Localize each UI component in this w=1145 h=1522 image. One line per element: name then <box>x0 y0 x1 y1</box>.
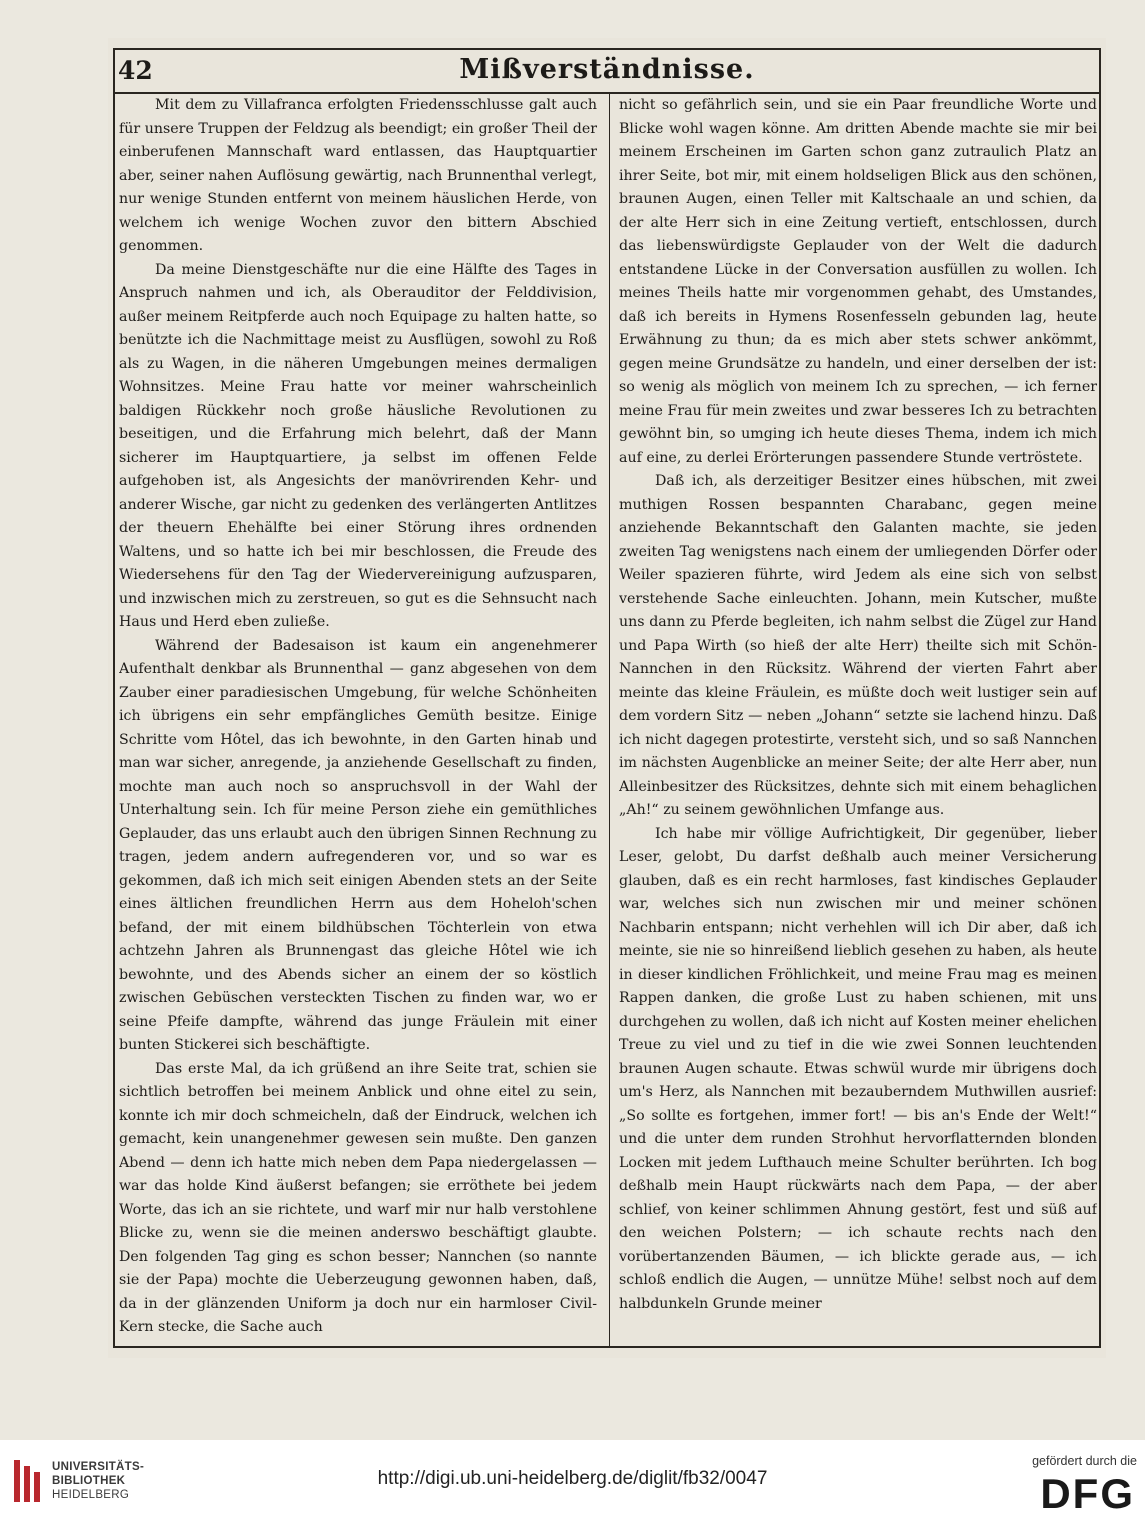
paragraph: Mit dem zu Villafranca erfolgten Friedensschlusse galt auch für unsere Truppen der Feldzug als beendigt; ein großer Theil der einberufenen Mannschaft ward entlassen, das Hauptquartier aber, seiner nahen Auflösung gewärtig, nach Brunnenthal verlegt, nur wenige Stunden entfernt von meinem häuslichen Herde, von welchem ich wenige Wochen zuvor den bittern Abschied genommen. <box>119 97 597 254</box>
permalink-url[interactable]: http://digi.ub.uni-heidelberg.de/diglit/fb32/0047 <box>377 1468 768 1489</box>
paragraph: Das erste Mal, da ich grüßend an ihre Seite trat, schien sie sichtlich betroffen bei meinem Anblick und ohne eitel zu sein, konnte ich mir doch schmeicheln, daß der Eindruck, welchen ich gemacht, kein unangenehmer gewesen sein mußte. Den ganzen Abend — denn ich hatte mich neben dem Papa niedergelassen — war das holde Kind äußerst befangen; sie erröthete bei jedem Worte, das ich an sie richtete, und warf mir nur halb verstohlene Blicke zu, wenn sie die meinen anderswo beschäftigt glaubte. Den folgenden Tag ging es schon besser; Nannchen (so nannte sie der Papa) mochte die Ueberzeugung gewonnen haben, daß, da in der glänzenden Uniform ja doch nur ein harmloser Civil-Kern stecke, die Sache auch <box>119 1060 597 1335</box>
paragraph: Ich habe mir völlige Aufrichtigkeit, Dir gegenüber, lieber Leser, gelobt, Du darfst deßhalb auch meiner Versicherung glauben, daß es ein recht harmloses, fast kindisches Geplauder war, welches sich nun zwischen mir und meiner schönen Nachbarin entspann; nicht verhehlen will ich Dir aber, daß ich meinte, sie nie so hinreißend lieblich gesehen zu haben, als heute in dieser kindlichen Fröhlichkeit, und meine Frau mag es meinen Rappen danken, die große Lust zu haben schienen, mit uns durchgehen zu wollen, daß ich nicht auf Kosten meiner ehelichen Treue zu viel und zu tief in die wie zwei Sonnen leuchtenden braunen Augen schaute. Etwas schwül wurde mir übrigens doch um's Herz, als Nannchen mit bezauberndem Muthwillen ausrief: „So sollte es fortgehen, immer fort! — bis an's Ende der Welt!“ und die unter dem runden Strohhut hervorflatternden blonden Locken mit jedem Lufthauch meine Schulter berührten. Ich bog deßhalb mein Haupt rückwärts nach dem Papa, — der aber schlief, von keiner schlimmen Ahnung gestört, fest und süß auf den weichen Polstern; — ich schaute rechts nach den vorübertanzenden Bäumen, — ich blickte gerade aus, — ich schloß endlich die Augen, — unnütze Mühe! selbst noch auf dem halbdunkeln Grunde meiner <box>619 825 1097 1312</box>
library-name-line: BIBLIOTHEK <box>52 1475 126 1487</box>
right-border-rule <box>1099 48 1101 1348</box>
digitization-footer <box>0 1440 1145 1522</box>
left-text-column <box>119 94 597 1344</box>
column-divider-rule <box>609 93 610 1346</box>
right-text-column <box>619 94 1097 1344</box>
paragraph: Daß ich, als derzeitiger Besitzer eines hübschen, mit zwei muthigen Rossen bespannten Charabanc, gegen meine anziehende Bekanntschaft den Galanten machte, sie jeden zweiten Tag wenigstens nach einem der umliegenden Dörfer oder Weiler spazieren führte, wird Jedem als eine sich von selbst verstehende Sache einleuchten. Johann, mein Kutscher, mußte uns dann zu Pferde begleiten, ich nahm selbst die Zügel zur Hand und Papa Wirth (so hieß der alte Herr) theilte sich mit Schön-Nannchen in den Rücksitz. Während der vierten Fahrt aber meinte das kleine Fräulein, es müßte doch weit lustiger sein auf dem vordern Sitz — neben „Johann“ setzte sie lachend hinzu. Daß ich nicht dagegen protestirte, versteht sich, und so saß Nannchen im nächsten Augenblicke an meiner Seite; der alte Herr aber, nun Alleinbesitzer des Rücksitzes, dehnte sich mit einem behaglichen „Ah!“ zu seinem gewöhnlichen Umfange aus. <box>619 473 1097 818</box>
page-number: 42 <box>118 56 153 85</box>
library-name-line: UNIVERSITÄTS- <box>52 1461 145 1473</box>
top-border-rule <box>113 48 1101 50</box>
paragraph: Da meine Dienstgeschäfte nur die eine Hälfte des Tages in Anspruch nahmen und ich, als Oberauditor der Felddivision, außer meinem Reitpferde auch noch Equipage zu halten hatte, so benützte ich die Nachmittage meist zu Ausflügen, sowohl zu Roß als zu Wagen, in die näheren Umgebungen meines dermaligen Wohnsitzes. Meine Frau hatte vor meiner wahrscheinlich baldigen Rückkehr noch große häusliche Revolutionen zu beseitigen, und die Erfahrung mich belehrt, daß der Mann sicherer im Hauptquartiere, ja selbst im offenen Felde aufgehoben ist, als Angesichts der manövrirenden Kehr- und anderer Wische, gar nicht zu gedenken des verlängerten Antlitzes der theuern Ehehälfte bei einer Störung ihres ordnenden Waltens, und so hatte ich bei mir beschlossen, die Freude des Wiedersehens für den Tag der Wiedervereinigung aufzusparen, und inzwischen mich zu zerstreuen, so gut es die Sehnsucht nach Haus und Herd eben zuließe. <box>119 261 597 630</box>
funded-by-text: gefördert durch die <box>1032 1454 1137 1468</box>
left-border-rule <box>113 48 115 1348</box>
paragraph: Während der Badesaison ist kaum ein angenehmerer Aufenthalt denkbar als Brunnenthal — ganz abgesehen von dem Zauber einer paradiesischen Umgebung, für welche Schönheiten ich übrigens ein sehr empfängliches Gemüth besitze. Einige Schritte vom Hôtel, das ich bewohnte, in den Garten hinab und man war sicher, anregende, ja anziehende Gesellschaft zu finden, mochte man auch noch so anspruchsvoll in der Wahl der Unterhaltung sein. Ich für meine Person ziehe ein gemüthliches Geplauder, das uns erlaubt auch den übrigen Sinnen Rechnung zu tragen, jedem andern aufregenderen vor, und so war es gekommen, daß ich mich seit einigen Abenden stets an der Seite eines ältlichen freundlichen Herrn aus dem Hoheloh'schen befand, der mit einem bildhübschen Töchterlein von etwa achtzehn Jahren als Brunnengast das gleiche Hôtel wie ich bewohnte, und des Abends sicher an einem der so köstlich zwischen Gebüschen versteckten Tischen zu finden war, wo er seine Pfeife dampfte, während das junge Fräulein mit einer bunten Stickerei sich beschäftigte. <box>119 637 597 1053</box>
library-name-line: HEIDELBERG <box>52 1489 130 1501</box>
paragraph: nicht so gefährlich sein, und sie ein Paar freundliche Worte und Blicke wohl wagen könne. Am dritten Abende machte sie mir bei meinem Erscheinen im Garten schon ganz zutraulich Platz an ihrer Seite, bot mir, mit einem holdseligen Blick aus den schönen, braunen Augen, einen Teller mit Kaltschaale an und schien, da der alte Herr sich in eine Zeitung vertieft, entschlossen, durch das liebenswürdigste Geplauder von der Welt die dadurch entstandene Lücke in der Conversation ausfüllen zu wollen. Ich meines Theils hatte mir vorgenommen gehabt, des Umstandes, daß ich bereits in Hymens Rosenfesseln gebunden lag, heute Erwähnung zu thun; da es mich aber stets schwer ankömmt, gegen meine Grundsätze zu handeln, und einer derselben der ist: so wenig als möglich von meinem Ich zu sprechen, — ich ferner meine Frau für mein zweites und zwar besseres Ich zu betrachten gewöhnt bin, so umging ich heute dieses Thema, indem ich mich auf eine, zu derlei Erörterungen passendere Stunde vertröstete. <box>619 97 1097 466</box>
bottom-border-rule <box>113 1346 1101 1348</box>
running-title: Mißverständnisse. <box>459 54 755 85</box>
dfg-logo: DFG <box>1040 1470 1135 1517</box>
